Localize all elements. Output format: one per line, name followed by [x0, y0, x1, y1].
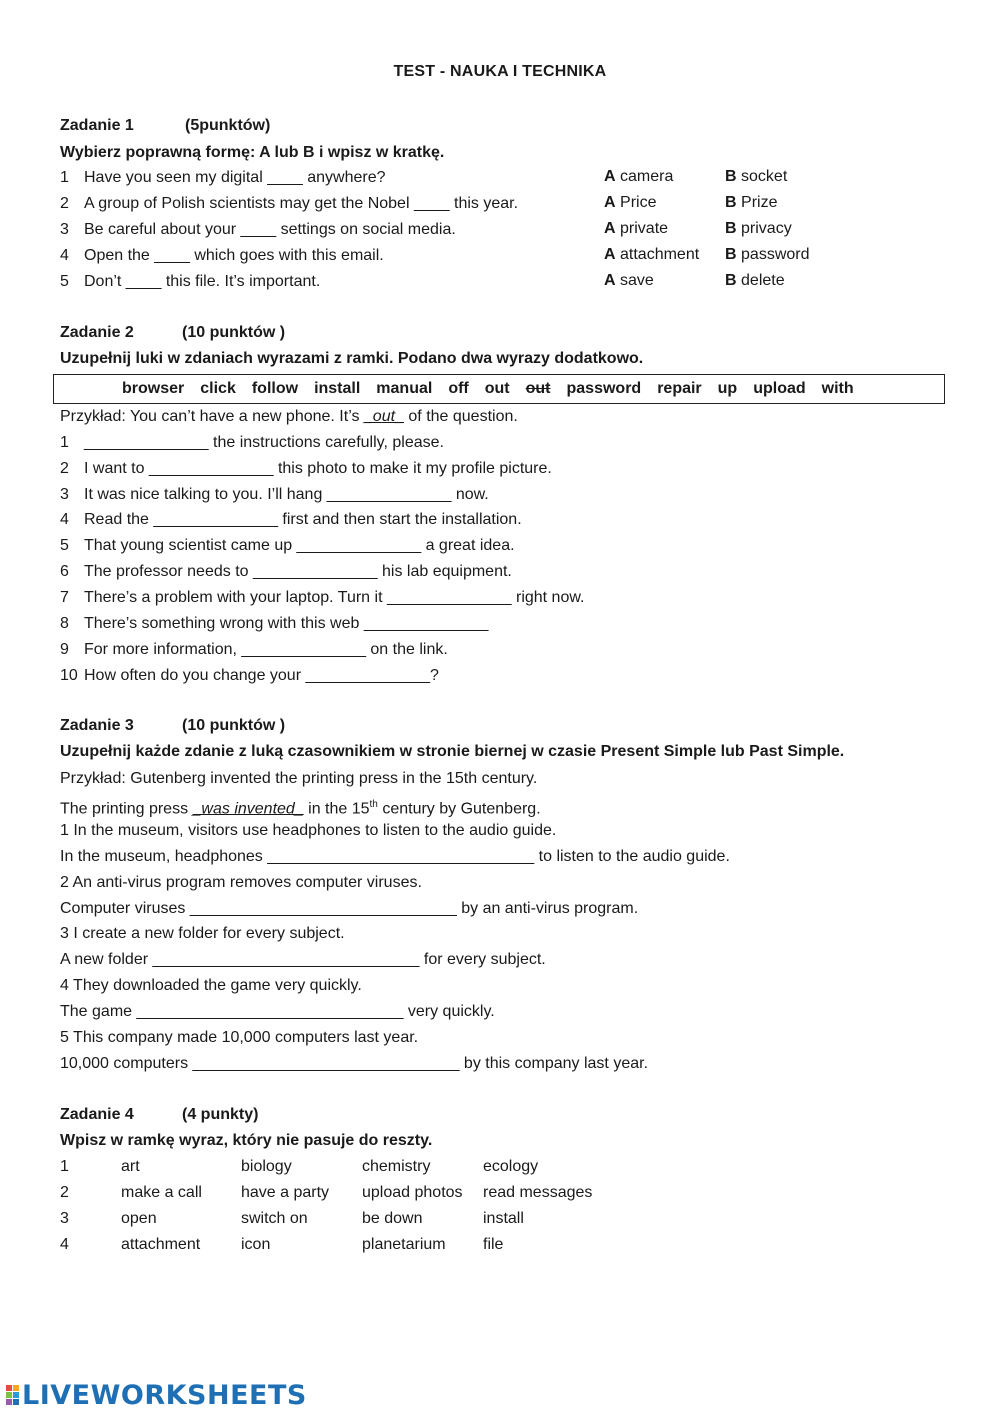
task3-instruction: Uzupełnij każde zdanie z luką czasownikiem w stronie biernej w czasie Present Simple lub Past Simple. — [60, 743, 845, 760]
item-number: 5 — [60, 537, 69, 554]
example-prefix: Przykład: You can’t have a new phone. It’s — [60, 408, 364, 425]
option-a-letter: A — [604, 168, 616, 185]
word-option[interactable]: planetarium — [362, 1236, 446, 1253]
task3-sentence: 2 An anti-virus program removes computer viruses. — [60, 874, 422, 891]
option-b-letter: B — [725, 246, 737, 263]
item-number: 10 — [60, 667, 78, 684]
word-option[interactable]: make a call — [121, 1184, 202, 1201]
word-bank-item: click — [200, 380, 236, 397]
example-prefix: The printing press — [60, 800, 193, 818]
word-bank-item: off — [448, 380, 469, 397]
row-number: 2 — [60, 1184, 69, 1201]
task1-instruction: Wybierz poprawną formę: A lub B i wpisz w kratkę. — [60, 144, 445, 161]
item-number: 5 — [60, 273, 69, 290]
liveworksheets-logo[interactable] — [6, 1380, 307, 1410]
task1-item — [60, 245, 384, 271]
word-option[interactable]: chemistry — [362, 1158, 431, 1175]
option-b-text: delete — [741, 272, 785, 289]
example-answer: _out_ — [363, 408, 404, 425]
task1-label: Zadanie 1 — [60, 117, 134, 134]
example-sup: th — [369, 799, 378, 810]
task3-gap-line[interactable]: In the museum, headphones ______________________________ to listen to the audio guide. — [60, 848, 730, 865]
item-number: 2 — [60, 195, 69, 212]
item-text: A group of Polish scientists may get the Nobel ____ this year. — [84, 195, 519, 212]
liveworksheets-logo-icon — [6, 1385, 19, 1405]
option-b-text: socket — [741, 168, 788, 185]
option-b[interactable] — [725, 220, 792, 238]
task2-item[interactable] — [60, 458, 552, 484]
item-text: Don’t ____ this file. It’s important. — [84, 273, 321, 290]
task4-label: Zadanie 4 — [60, 1106, 134, 1123]
item-text: Open the ____ which goes with this email. — [84, 247, 384, 264]
task2-item[interactable] — [60, 484, 489, 510]
item-number: 4 — [60, 247, 69, 264]
item-number: 6 — [60, 563, 69, 580]
word-option[interactable]: icon — [241, 1236, 271, 1253]
option-a-letter: A — [604, 220, 616, 237]
row-number: 1 — [60, 1158, 69, 1175]
word-bank-item: repair — [657, 380, 702, 397]
word-bank-item: manual — [376, 380, 433, 397]
word-option[interactable]: file — [483, 1236, 504, 1253]
option-b-text: privacy — [741, 220, 792, 237]
option-a[interactable] — [604, 272, 654, 290]
word-option[interactable]: art — [121, 1158, 140, 1175]
word-bank-item: with — [821, 380, 854, 397]
option-a-text: private — [620, 220, 669, 237]
item-number: 9 — [60, 641, 69, 658]
task3-sentence: 5 This company made 10,000 computers last year. — [60, 1029, 419, 1046]
task2-header — [60, 324, 286, 342]
task3-example-line2 — [60, 794, 541, 820]
option-a-text: Price — [620, 194, 657, 211]
item-number: 1 — [60, 434, 69, 451]
item-number: 1 — [60, 169, 69, 186]
word-option[interactable]: be down — [362, 1210, 423, 1227]
option-a-text: save — [620, 272, 654, 289]
task2-item[interactable] — [60, 432, 444, 458]
task3-gap-line[interactable]: Computer viruses ______________________________ by an anti-virus program. — [60, 900, 639, 917]
item-text: ______________ the instructions carefully, please. — [84, 434, 444, 451]
task2-item[interactable] — [60, 535, 515, 561]
word-bank-item: out — [484, 380, 510, 397]
item-text: Read the ______________ first and then start the installation. — [84, 511, 522, 528]
option-a-text: attachment — [620, 246, 700, 263]
option-b[interactable] — [725, 272, 785, 290]
item-text: It was nice talking to you. I’ll hang ______________ now. — [84, 486, 489, 503]
option-b-text: password — [741, 246, 810, 263]
item-number: 2 — [60, 460, 69, 477]
task4-instruction: Wpisz w ramkę wyraz, który nie pasuje do reszty. — [60, 1132, 433, 1149]
example-answer: _was invented_ — [192, 800, 304, 818]
task2-points: (10 punktów ) — [182, 324, 286, 341]
task4-points: (4 punkty) — [182, 1106, 259, 1123]
task3-sentence: 4 They downloaded the game very quickly. — [60, 977, 362, 994]
item-text: I want to ______________ this photo to make it my profile picture. — [84, 460, 552, 477]
example-suffix: of the question. — [403, 408, 518, 425]
example-mid: in the 15 — [303, 800, 370, 818]
word-bank-item: browser — [122, 380, 185, 397]
item-text: That young scientist came up ______________ a great idea. — [84, 537, 515, 554]
option-b[interactable] — [725, 194, 777, 212]
option-b[interactable] — [725, 168, 787, 186]
task3-gap-line[interactable]: A new folder ______________________________ for every subject. — [60, 951, 546, 968]
logo-text: LIVEWORKSHEETS — [22, 1379, 307, 1411]
option-a[interactable] — [604, 246, 699, 264]
word-option[interactable]: have a party — [241, 1184, 330, 1201]
option-a-letter: A — [604, 272, 616, 289]
item-number: 8 — [60, 615, 69, 632]
task2-item[interactable] — [60, 509, 522, 535]
word-bank-item: up — [717, 380, 738, 397]
task3-gap-line[interactable]: 10,000 computers ______________________________ by this company last year. — [60, 1055, 649, 1072]
item-text: Be careful about your ____ settings on social media. — [84, 221, 456, 238]
option-b-letter: B — [725, 272, 737, 289]
task1-item — [60, 271, 320, 297]
task2-item[interactable] — [60, 665, 439, 691]
option-b-letter: B — [725, 220, 737, 237]
word-option[interactable]: switch on — [241, 1210, 308, 1227]
word-bank-item: upload — [753, 380, 806, 397]
word-option[interactable]: open — [121, 1210, 157, 1227]
option-b-letter: B — [725, 194, 737, 211]
word-option[interactable]: ecology — [483, 1158, 539, 1175]
example-suffix: century by Gutenberg. — [377, 800, 541, 818]
task1-points: (5punktów) — [185, 117, 271, 134]
option-b-letter: B — [725, 168, 737, 185]
word-bank-item: install — [314, 380, 361, 397]
task1-header — [60, 117, 271, 135]
task4-header — [60, 1106, 259, 1124]
word-option[interactable]: attachment — [121, 1236, 201, 1253]
item-text: The professor needs to ______________ his lab equipment. — [84, 563, 512, 580]
task2-instruction: Uzupełnij luki w zdaniach wyrazami z ramki. Podano dwa wyrazy dodatkowo. — [60, 350, 644, 367]
word-bank — [53, 374, 945, 404]
task1-item — [60, 193, 518, 219]
task3-header — [60, 717, 286, 735]
row-number: 3 — [60, 1210, 69, 1227]
task2-item[interactable] — [60, 613, 488, 639]
row-number: 4 — [60, 1236, 69, 1253]
task2-item[interactable] — [60, 587, 584, 613]
word-option[interactable]: upload photos — [362, 1184, 463, 1201]
item-number: 4 — [60, 511, 69, 528]
item-number: 3 — [60, 486, 69, 503]
item-number: 7 — [60, 589, 69, 606]
task2-item[interactable] — [60, 561, 512, 587]
task3-example-line1: Przykład: Gutenberg invented the printing press in the 15th century. — [60, 770, 538, 787]
task3-gap-line[interactable]: The game ______________________________ very quickly. — [60, 1003, 495, 1020]
task3-points: (10 punktów ) — [182, 717, 286, 734]
word-option[interactable]: read messages — [483, 1184, 593, 1201]
page-title: TEST - NAUKA I TECHNIKA — [393, 63, 607, 80]
option-a[interactable] — [604, 194, 656, 212]
task3-label: Zadanie 3 — [60, 717, 134, 734]
task1-item — [60, 219, 456, 245]
task2-label: Zadanie 2 — [60, 324, 134, 341]
word-option[interactable]: biology — [241, 1158, 292, 1175]
option-a[interactable] — [604, 220, 668, 238]
option-a-letter: A — [604, 194, 616, 211]
task1-item — [60, 167, 386, 193]
option-b-text: Prize — [741, 194, 778, 211]
word-bank-item: password — [566, 380, 642, 397]
item-text: There’s a problem with your laptop. Turn it ______________ right now. — [84, 589, 585, 606]
option-a-text: camera — [620, 168, 674, 185]
option-b[interactable] — [725, 246, 810, 264]
task3-sentence: 3 I create a new folder for every subject. — [60, 925, 345, 942]
item-text: Have you seen my digital ____ anywhere? — [84, 169, 386, 186]
item-text: There’s something wrong with this web ______________ — [84, 615, 489, 632]
task2-example — [60, 406, 518, 432]
item-text: For more information, ______________ on the link. — [84, 641, 448, 658]
word-bank-item-used: out — [525, 380, 551, 397]
item-number: 3 — [60, 221, 69, 238]
item-text: How often do you change your ______________? — [84, 667, 439, 684]
option-a[interactable] — [604, 168, 673, 186]
word-option[interactable]: install — [483, 1210, 524, 1227]
task2-item[interactable] — [60, 639, 448, 665]
option-a-letter: A — [604, 246, 616, 263]
word-bank-item: follow — [251, 380, 299, 397]
task3-sentence: 1 In the museum, visitors use headphones to listen to the audio guide. — [60, 822, 557, 839]
